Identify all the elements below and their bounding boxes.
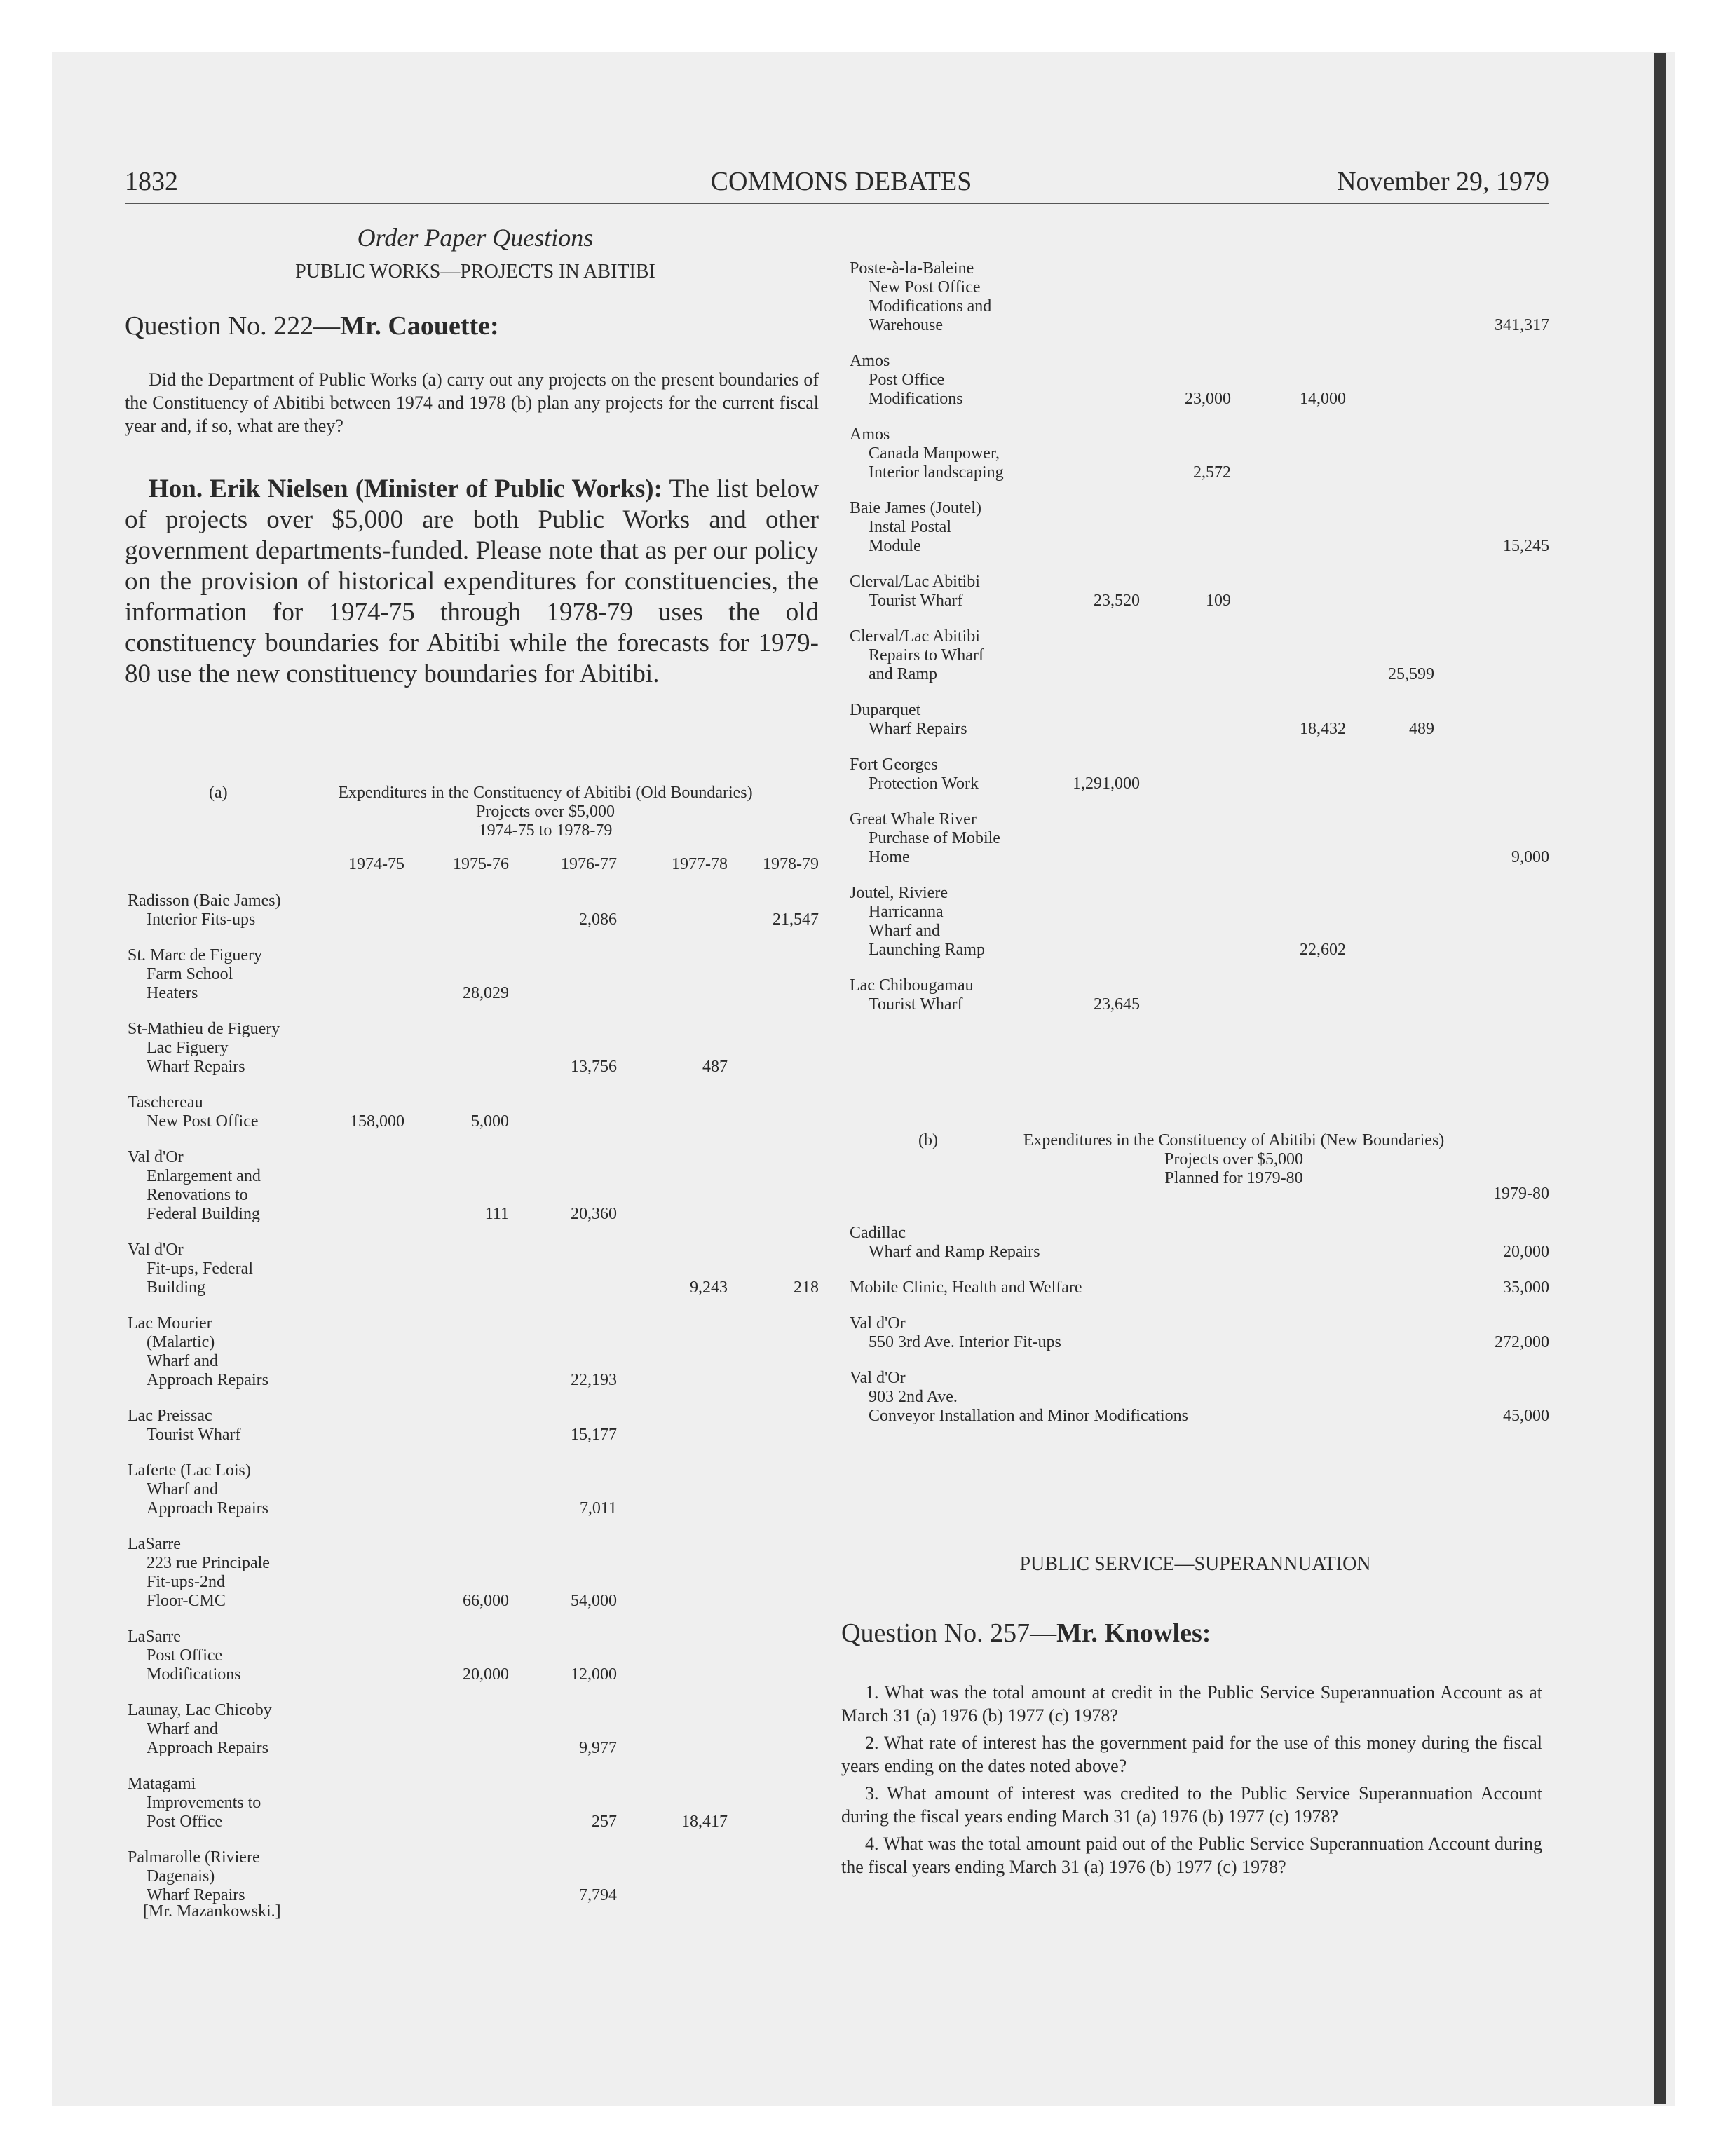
project-name-line: and Ramp — [869, 665, 937, 683]
project-name-line: Laferte (Lac Lois) — [128, 1461, 251, 1480]
expenditure-value: 489 — [1409, 720, 1434, 738]
q257-heading: PUBLIC SERVICE—SUPERANNUATION — [1019, 1553, 1371, 1575]
project-name — [128, 1148, 261, 1224]
expenditure-value: 20,360 — [571, 1205, 617, 1223]
expenditure-value: 7,011 — [579, 1499, 617, 1517]
project-name-line: Amos — [850, 425, 890, 444]
q257-item: 1. What was the total amount at credit in the Public Service Superannuation Account as at March 31 (a) 1976 (b) 1977 (c) 1978? — [841, 1682, 1542, 1726]
table-row — [850, 1278, 1082, 1297]
project-name — [128, 1775, 261, 1831]
project-name-line: LaSarre — [128, 1535, 181, 1553]
column-header: 1974-75 — [348, 855, 404, 873]
project-name-line: Modifications and — [869, 297, 992, 315]
project-name-line: Tourist Wharf — [869, 995, 963, 1014]
project-name — [128, 1848, 260, 1905]
table-row — [128, 1461, 268, 1518]
expenditure-value: 5,000 — [471, 1112, 509, 1131]
expenditure-value: 22,602 — [1300, 941, 1346, 959]
q257-item: 2. What rate of interest has the government paid for the use of this money during the fiscal years ending on the dates noted above? — [841, 1733, 1542, 1776]
project-name-line: Cadillac — [850, 1224, 906, 1242]
project-name-line: Wharf and — [147, 1480, 218, 1499]
expenditure-value: 487 — [702, 1058, 728, 1076]
table-row — [128, 1701, 272, 1758]
project-name-line: Renovations to — [147, 1186, 248, 1204]
project-name-line: Clerval/Lac Abitibi — [850, 627, 980, 646]
table-row — [128, 946, 262, 1003]
project-name-line: 903 2nd Ave. — [869, 1388, 958, 1406]
project-name — [850, 425, 1004, 482]
table-row — [850, 884, 985, 960]
project-name-line: 550 3rd Ave. Interior Fit-ups — [869, 1333, 1061, 1351]
expenditure-value: 23,645 — [1094, 995, 1140, 1014]
expenditure-value: 18,432 — [1300, 720, 1346, 738]
project-name — [128, 1701, 272, 1758]
project-name-line: Launay, Lac Chicoby — [128, 1701, 272, 1719]
expenditure-value: 1,291,000 — [1073, 775, 1140, 793]
project-name-line: Post Office — [147, 1646, 223, 1665]
project-name — [128, 1461, 268, 1518]
expenditure-value: 15,245 — [1503, 537, 1549, 555]
project-name-line: Harricanna — [869, 903, 944, 921]
table-row — [850, 259, 991, 335]
project-name-line: Lac Figuery — [147, 1039, 229, 1057]
q222-heading: PUBLIC WORKS—PROJECTS IN ABITIBI — [295, 261, 655, 282]
table-b-tag: (b) — [918, 1131, 938, 1149]
project-name-line: Instal Postal — [869, 518, 951, 536]
project-name-line: (Malartic) — [147, 1333, 215, 1351]
project-name — [128, 1314, 268, 1390]
project-name — [850, 627, 984, 684]
table-row — [850, 976, 974, 1014]
project-name-line: Canada Manpower, — [869, 444, 1000, 463]
expenditure-value: 25,599 — [1388, 665, 1434, 683]
expenditure-value: 109 — [1206, 592, 1231, 610]
project-name-line: Building — [147, 1278, 206, 1297]
project-name — [850, 573, 980, 610]
project-name-line: Val d'Or — [850, 1314, 906, 1332]
project-name-line: Warehouse — [869, 316, 944, 334]
project-name-line: Mobile Clinic, Health and Welfare — [850, 1278, 1082, 1297]
expenditure-value: 9,977 — [579, 1739, 617, 1757]
project-name-line: Modifications — [869, 390, 963, 408]
project-name-line: Repairs to Wharf — [869, 646, 984, 664]
project-name-line: Floor-CMC — [147, 1592, 226, 1610]
project-name-line: Home — [869, 848, 910, 866]
project-name-line: Lac Mourier — [128, 1314, 212, 1332]
table-row — [128, 1848, 260, 1905]
expenditure-value: 158,000 — [350, 1112, 404, 1131]
table-row — [850, 627, 984, 684]
project-name — [850, 1369, 1188, 1426]
expenditure-value: 2,572 — [1193, 463, 1231, 482]
q222-asker: Mr. Caouette: — [340, 311, 499, 341]
project-name-line: Lac Preissac — [128, 1407, 212, 1425]
table-row — [850, 1369, 1188, 1426]
project-name — [128, 946, 262, 1003]
table-a-tag: (a) — [209, 784, 228, 802]
table-row — [128, 1020, 280, 1077]
project-name-line: Wharf and — [147, 1720, 218, 1738]
project-name-line: Wharf and Ramp Repairs — [869, 1243, 1040, 1261]
table-a-caption-2: Projects over $5,000 — [476, 803, 615, 821]
project-name-line: Baie James (Joutel) — [850, 499, 981, 517]
page-title: COMMONS DEBATES — [710, 167, 972, 196]
project-name-line: Protection Work — [869, 775, 979, 793]
project-name-line: Great Whale River — [850, 810, 977, 828]
project-name — [850, 1224, 1040, 1262]
expenditure-value: 12,000 — [571, 1665, 617, 1684]
expenditure-value: 21,547 — [773, 910, 819, 929]
expenditure-value: 218 — [794, 1278, 819, 1297]
column-header: 1976-77 — [561, 855, 617, 873]
expenditure-value: 23,520 — [1094, 592, 1140, 610]
expenditure-value: 18,417 — [681, 1813, 728, 1831]
planned-value: 45,000 — [1503, 1407, 1549, 1425]
project-name-line: St-Mathieu de Figuery — [128, 1020, 280, 1038]
project-name-line: Farm School — [147, 965, 233, 983]
column-header: 1975-76 — [453, 855, 509, 873]
answer-text: The list below of projects over $5,000 are both Public Works and other government departments-funded. Please note that as per our policy on the provision of historical expenditures for constituencies, the information for 1974-75 through 1978-79 uses the old constituency boundaries for Abitibi while the forecasts for 1979-80 use the new constituency boundaries for Abitibi. — [125, 475, 819, 688]
expenditure-value: 54,000 — [571, 1592, 617, 1610]
project-name-line: LaSarre — [128, 1628, 181, 1646]
answer-speaker: Hon. Erik Nielsen (Minister of Public Works): — [149, 475, 662, 503]
q257-label: Question No. 257— — [841, 1618, 1057, 1648]
project-name-line: Taschereau — [128, 1093, 203, 1112]
expenditure-value: 66,000 — [463, 1592, 509, 1610]
project-name-line: 223 rue Principale — [147, 1554, 270, 1572]
expenditure-value: 22,193 — [571, 1371, 617, 1389]
project-name-line: Wharf and — [147, 1352, 218, 1370]
table-row — [128, 892, 281, 929]
project-name-line: Lac Chibougamau — [850, 976, 974, 995]
project-name — [128, 892, 281, 929]
expenditure-value: 13,756 — [571, 1058, 617, 1076]
page-date: November 29, 1979 — [1337, 167, 1549, 196]
speaker-footnote: [Mr. Mazankowski.] — [143, 1902, 281, 1920]
expenditure-value: 111 — [484, 1205, 509, 1223]
project-name-line: Launching Ramp — [869, 941, 985, 959]
project-name-line: New Post Office — [147, 1112, 259, 1131]
table-row — [128, 1314, 268, 1390]
table-row — [128, 1407, 241, 1445]
q257-item: 3. What amount of interest was credited to the Public Service Superannuation Account during the fiscal years ending March 31 (a) 1976 (b) 1977 (c) 1978? — [841, 1783, 1542, 1827]
header-rule — [125, 203, 1549, 204]
project-name — [850, 499, 981, 556]
project-name — [850, 810, 1000, 867]
table-row — [128, 1241, 253, 1297]
project-name — [128, 1407, 241, 1445]
table-row — [850, 573, 980, 610]
expenditure-value: 20,000 — [463, 1665, 509, 1684]
table-row — [850, 1314, 1061, 1352]
project-name-line: Radisson (Baie James) — [128, 892, 281, 910]
expenditure-value: 341,317 — [1495, 316, 1549, 334]
project-name — [850, 1278, 1082, 1297]
table-row — [128, 1535, 270, 1611]
column-header: 1977-78 — [672, 855, 728, 873]
section-title: Order Paper Questions — [357, 224, 594, 252]
project-name-line: Matagami — [128, 1775, 196, 1793]
table-a-caption-1: Expenditures in the Constituency of Abitibi (Old Boundaries) — [338, 784, 753, 802]
project-name-line: Palmarolle (Riviere — [128, 1848, 260, 1867]
project-name-line: Wharf Repairs — [147, 1886, 245, 1904]
table-a-caption-3: 1974-75 to 1978-79 — [478, 821, 613, 840]
expenditure-value: 9,243 — [690, 1278, 728, 1297]
project-name — [128, 1241, 253, 1297]
page-number: 1832 — [125, 167, 178, 196]
expenditure-value: 23,000 — [1185, 390, 1231, 408]
project-name-line: Fort Georges — [850, 756, 938, 774]
table-row — [128, 1775, 261, 1831]
table-b-caption-2: Projects over $5,000 — [1164, 1150, 1303, 1168]
project-name-line: Clerval/Lac Abitibi — [850, 573, 980, 591]
project-name-line: Heaters — [147, 984, 198, 1002]
q257-asker: Mr. Knowles: — [1056, 1618, 1211, 1648]
table-row — [850, 1224, 1040, 1262]
project-name — [128, 1535, 270, 1611]
project-name — [850, 1314, 1061, 1352]
project-name-line: Wharf and — [869, 922, 940, 940]
table-b-column-header: 1979-80 — [1493, 1185, 1549, 1203]
expenditure-value: 14,000 — [1300, 390, 1346, 408]
project-name-line: Fit-ups, Federal — [147, 1260, 253, 1278]
table-row — [128, 1148, 261, 1224]
q257-items — [841, 1681, 1542, 1883]
project-name-line: Val d'Or — [128, 1241, 184, 1259]
expenditure-value: 9,000 — [1511, 848, 1549, 866]
project-name-line: Federal Building — [147, 1205, 260, 1223]
planned-value: 20,000 — [1503, 1243, 1549, 1261]
project-name-line: Post Office — [869, 371, 945, 389]
project-name-line: Val d'Or — [850, 1369, 906, 1387]
project-name-line: Wharf Repairs — [869, 720, 967, 738]
q257-item: 4. What was the total amount paid out of the Public Service Superannuation Account during the fiscal years ending March 31 (a) 1976 (b) 1977 (c) 1978? — [841, 1834, 1542, 1877]
q222-text: Did the Department of Public Works (a) carry out any projects on the present boundaries of the Constituency of Abitibi between 1974 and 1978 (b) plan any projects for the current fiscal year and, if so, what are they? — [125, 369, 819, 436]
table-b-caption-3: Planned for 1979-80 — [1164, 1169, 1303, 1187]
q222-title — [125, 311, 499, 341]
q222-label: Question No. 222— — [125, 311, 341, 341]
project-name-line: Approach Repairs — [147, 1371, 268, 1389]
planned-value: 272,000 — [1495, 1333, 1549, 1351]
project-name-line: Approach Repairs — [147, 1739, 268, 1757]
column-header: 1978-79 — [763, 855, 819, 873]
project-name-line: Poste-à-la-Baleine — [850, 259, 974, 278]
project-name-line: Improvements to — [147, 1794, 261, 1812]
project-name-line: Duparquet — [850, 701, 921, 719]
table-row — [850, 352, 963, 409]
page-edge-shadow — [1654, 53, 1666, 2104]
table-row — [128, 1628, 241, 1684]
project-name-line: Dagenais) — [147, 1867, 215, 1885]
project-name-line: Approach Repairs — [147, 1499, 268, 1517]
project-name-line: Joutel, Riviere — [850, 884, 948, 902]
table-row — [850, 425, 1004, 482]
project-name-line: Enlargement and — [147, 1167, 261, 1185]
project-name-line: Tourist Wharf — [869, 592, 963, 610]
project-name-line: Purchase of Mobile — [869, 829, 1000, 847]
project-name-line: Modifications — [147, 1665, 241, 1684]
project-name-line: Conveyor Installation and Minor Modifications — [869, 1407, 1188, 1425]
project-name-line: Fit-ups-2nd — [147, 1573, 226, 1591]
project-name-line: Interior landscaping — [869, 463, 1004, 482]
project-name — [850, 884, 985, 960]
project-name-line: Post Office — [147, 1813, 223, 1831]
q257-title — [841, 1618, 1211, 1649]
project-name — [128, 1093, 259, 1131]
project-name-line: Interior Fits-ups — [147, 910, 256, 929]
project-name — [850, 352, 963, 409]
expenditure-value: 28,029 — [463, 984, 509, 1002]
expenditure-value: 257 — [592, 1813, 617, 1831]
project-name — [850, 259, 991, 335]
project-name-line: Module — [869, 537, 921, 555]
project-name-line: Wharf Repairs — [147, 1058, 245, 1076]
expenditure-value: 15,177 — [571, 1426, 617, 1444]
table-row — [128, 1093, 259, 1131]
project-name — [850, 976, 974, 1014]
table-row — [850, 810, 1000, 867]
project-name — [850, 756, 979, 793]
planned-value: 35,000 — [1503, 1278, 1549, 1297]
project-name-line: St. Marc de Figuery — [128, 946, 262, 964]
project-name — [128, 1020, 280, 1077]
table-b-caption-1: Expenditures in the Constituency of Abitibi (New Boundaries) — [1023, 1131, 1445, 1149]
table-row — [850, 756, 979, 793]
project-name-line: Tourist Wharf — [147, 1426, 241, 1444]
table-row — [850, 499, 981, 556]
project-name-line: New Post Office — [869, 278, 981, 296]
q222-answer — [125, 474, 819, 690]
project-name-line: Val d'Or — [128, 1148, 184, 1166]
project-name — [850, 701, 967, 739]
project-name-line: Amos — [850, 352, 890, 370]
table-row — [850, 701, 967, 739]
expenditure-value: 7,794 — [579, 1886, 617, 1904]
expenditure-value: 2,086 — [579, 910, 617, 929]
project-name — [128, 1628, 241, 1684]
